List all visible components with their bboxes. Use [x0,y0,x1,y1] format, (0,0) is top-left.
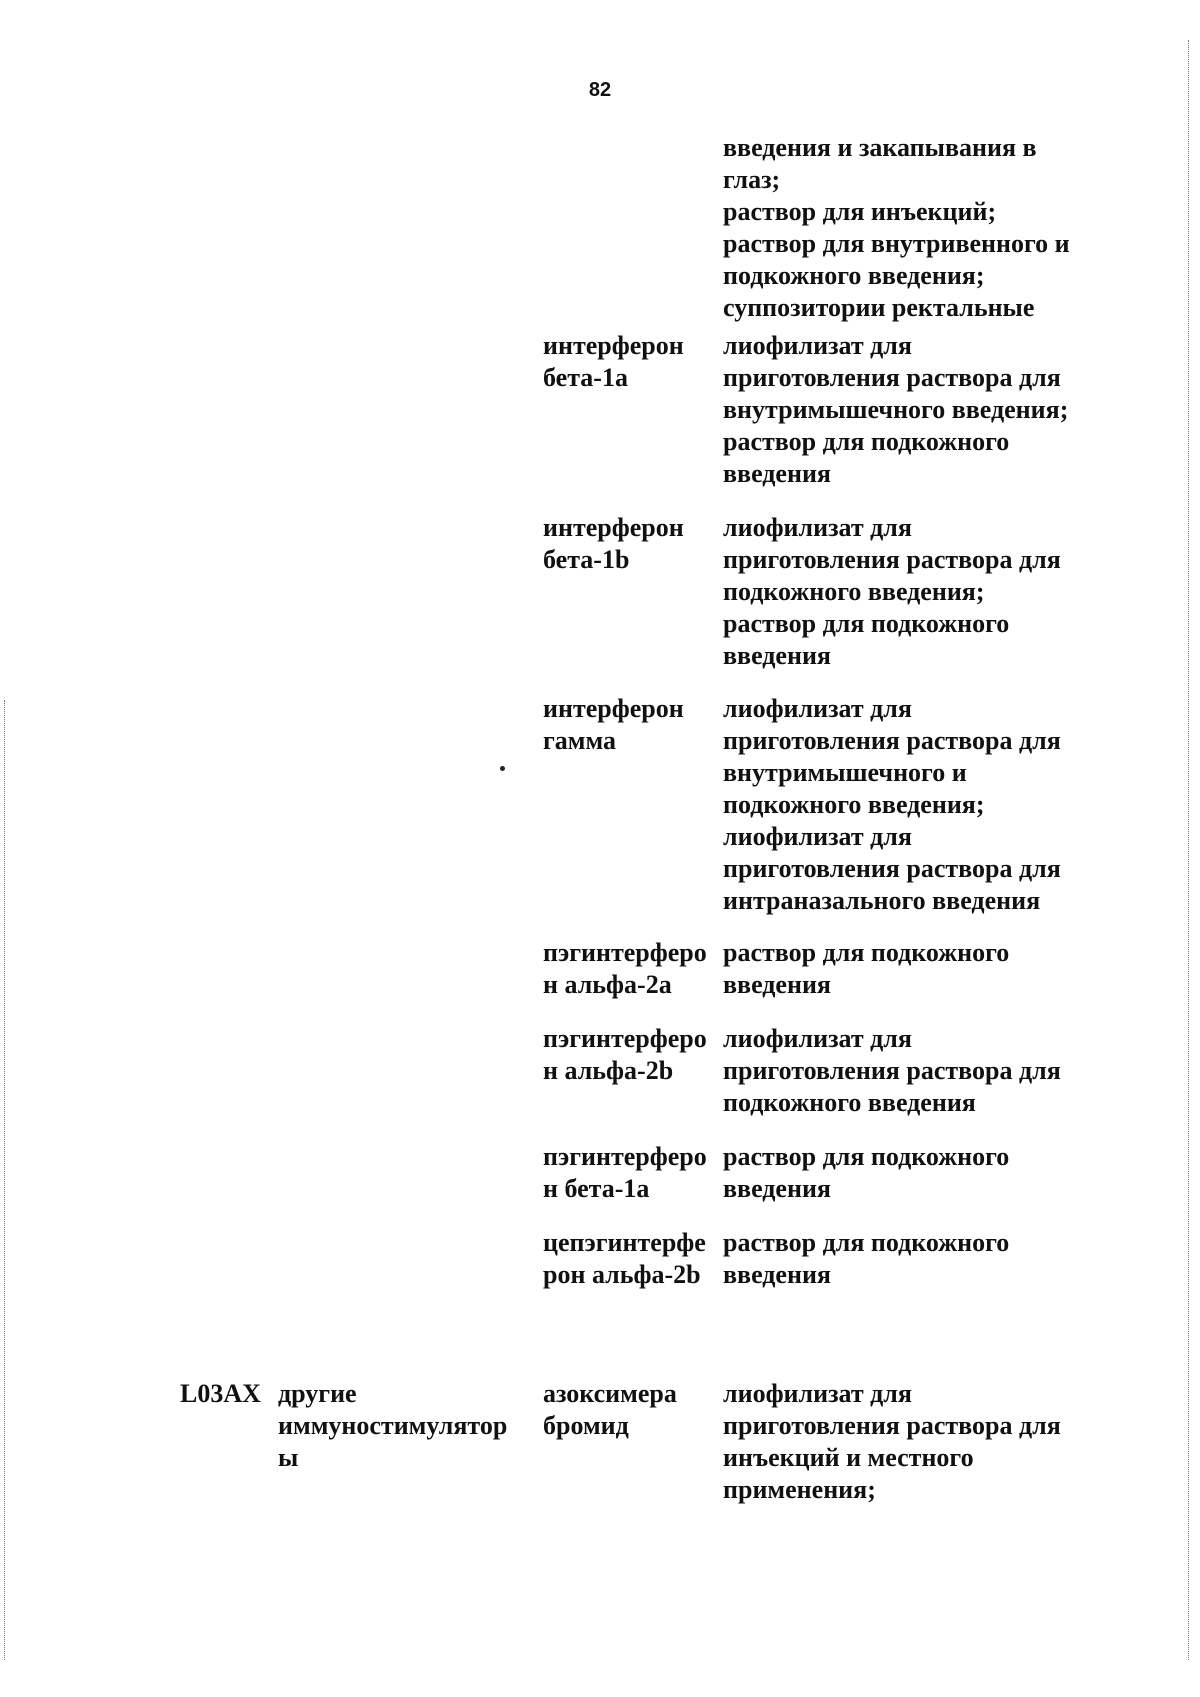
scan-edge-right [1188,40,1190,1660]
drug-name: цепэгинтерфе рон альфа-2b [543,1228,706,1289]
continued-dosage-forms: введения и закапывания в глаз; раствор для инъекций; раствор для внутривенного и подкожного введения; суппозитории ректальные [723,133,1070,322]
dosage-forms: раствор для подкожного введения [723,1228,1010,1289]
scan-speck [500,766,505,771]
dosage-forms: раствор для подкожного введения [723,1142,1010,1203]
page-number: 82 [588,79,612,101]
drug-name: интерферон бета-1b [543,513,684,574]
dosage-forms: лиофилизат для приготовления раствора для внутримышечного и подкожного введения; лиофилизат для приготовления раствора для интраназального введения [723,694,1061,915]
scan-edge-left [4,700,6,1660]
drug-name: пэгинтерферо н альфа-2a [543,938,707,999]
drug-name: азоксимера бромид [543,1379,677,1440]
dosage-forms: лиофилизат для приготовления раствора для внутримышечного введения; раствор для подкожного введения [723,331,1069,488]
drug-name: интерферон бета-1a [543,331,684,392]
dosage-forms: лиофилизат для приготовления раствора для подкожного введения; раствор для подкожного введения [723,513,1061,670]
dosage-forms: лиофилизат для приготовления раствора для подкожного введения [723,1024,1061,1117]
dosage-forms: лиофилизат для приготовления раствора для инъекций и местного применения; [723,1379,1061,1504]
drug-name: пэгинтерферо н бета-1a [543,1142,707,1203]
drug-name: интерферон гамма [543,694,684,755]
atc-group-name: другие иммуностимулятор ы [278,1379,508,1472]
drug-name: пэгинтерферо н альфа-2b [543,1024,707,1085]
dosage-forms: раствор для подкожного введения [723,938,1010,999]
atc-code: L03AX [180,1379,261,1408]
